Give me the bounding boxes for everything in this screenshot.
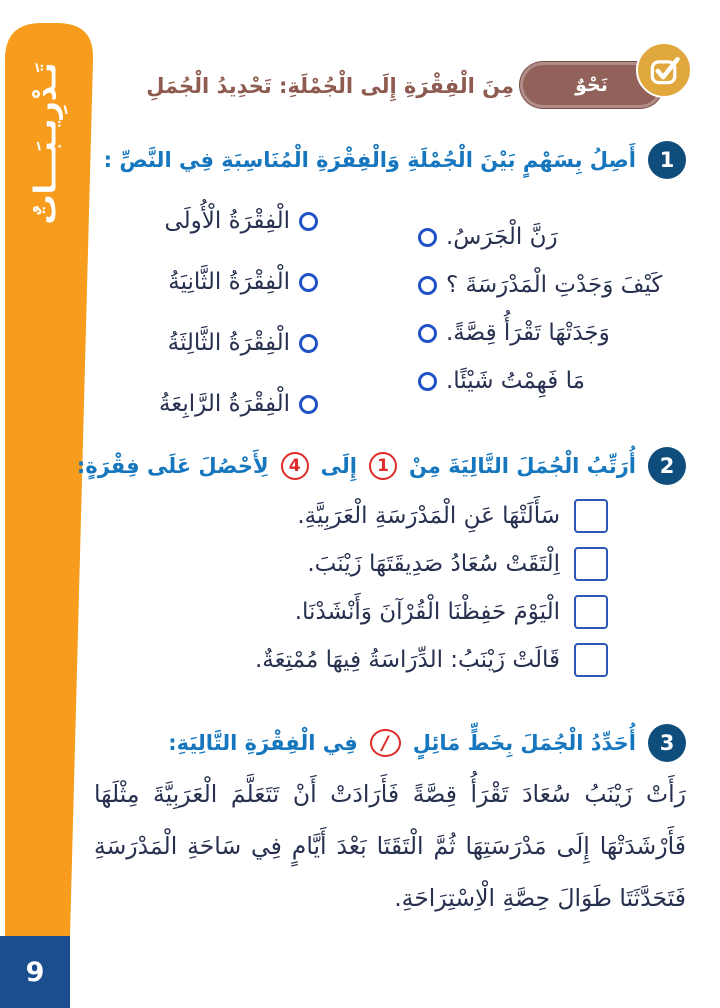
match-connector-circle[interactable] [299, 395, 318, 414]
page-title: مِنَ الْفِقْرَةِ إِلَى الْجُمْلَةِ: تَحْدِيدُ الْجُمَلِ [146, 74, 514, 98]
exercise3-prompt-part2: فِي الْفِقْرَةِ التَّالِيَةِ: [168, 731, 358, 755]
order-number-checkbox[interactable] [574, 595, 608, 629]
match-connector-circle[interactable] [418, 276, 437, 295]
circled-number-4: 4 [281, 452, 309, 480]
exercise2-number-badge: 2 [648, 447, 686, 485]
match-connector-circle[interactable] [418, 372, 437, 391]
page-number-badge [0, 936, 70, 1008]
exercise3-number-badge: 3 [648, 724, 686, 762]
checkmark-icon [636, 42, 692, 98]
order-number-checkbox[interactable] [574, 499, 608, 533]
list-item: الْفِقْرَةُ الْأُولَى [140, 200, 318, 242]
matching-sentence-column [418, 220, 678, 398]
list-item: الْفِقْرَةُ الثَّانِيَةُ [140, 261, 318, 303]
subject-badge-label: نَحْوٌ [575, 74, 608, 96]
ordering-sentence-list [255, 498, 608, 678]
list-item: مَا فَهِمْتُ شَيْئًا. [418, 364, 678, 398]
order-number-checkbox[interactable] [574, 643, 608, 677]
list-item: الْفِقْرَةُ الرَّابِعَةُ [140, 383, 318, 425]
match-connector-circle[interactable] [418, 228, 437, 247]
order-number-checkbox[interactable] [574, 547, 608, 581]
exercise2-prompt-part1: أُرَتِّبُ الْجُمَلَ التَّالِيَةَ مِنْ [408, 454, 636, 478]
list-item: رَنَّ الْجَرَسُ. [418, 220, 678, 254]
circled-number-1: 1 [369, 452, 397, 480]
list-item: قَالَتْ زَيْنَبُ: الدِّرَاسَةُ فِيهَا مُمْتِعَةٌ. [255, 642, 608, 678]
list-item: الْيَوْمَ حَفِظْنَا الْقُرْآنَ وَأَنْشَدْنَا. [255, 594, 608, 630]
exercise1-number-badge: 1 [648, 141, 686, 179]
exercise3-prompt-part1: أُحَدِّدُ الْجُمَلَ بِخَطٍّ مَائِلٍ [412, 731, 636, 755]
match-connector-circle[interactable] [299, 334, 318, 353]
checkmark-glyph [646, 52, 682, 88]
reading-paragraph[interactable]: رَأَتْ زَيْنَبُ سُعَادَ تَقْرَأُ قِصَّةً فَأَرَادَتْ أَنْ تَتَعَلَّمَ الْعَرَبِيَّةَ مِثْلَهَا فَأَرْشَدَتْهَا إِلَى مَدْرَسَتِهَا ثُمَّ الْتَقَتَا بَعْدَ أَيَّامٍ فِي سَاحَةِ الْمَدْرَسَةِ فَتَحَدَّثَتَا طَوَالَ حِصَّةِ الْاِسْتِرَاحَةِ. [94, 780, 686, 912]
match-connector-circle[interactable] [299, 212, 318, 231]
sidebar-vertical-label: تَـدْرِيـبَـــاتٌ [28, 61, 64, 225]
match-connector-circle[interactable] [299, 273, 318, 292]
list-item: سَأَلَتْهَا عَنِ الْمَدْرَسَةِ الْعَرَبِيَّةِ. [255, 498, 608, 534]
exercise3-header [168, 724, 686, 762]
exercise1-header [104, 141, 686, 179]
list-item: كَيْفَ وَجَدْتِ الْمَدْرَسَةَ ؟ [418, 268, 678, 302]
exercise2-prompt-part3: لِأَحْصُلَ عَلَى فِقْرَةٍ: [76, 454, 269, 478]
match-connector-circle[interactable] [418, 324, 437, 343]
exercise2-prompt-part2: إِلَى [320, 454, 357, 478]
circled-slash-symbol: / [370, 729, 401, 757]
exercise2-header [77, 447, 686, 485]
list-item: اِلْتَقَتْ سُعَادُ صَدِيقَتَهَا زَيْنَبَ. [255, 546, 608, 582]
list-item: وَجَدَتْهَا تَقْرَأُ قِصَّةً. [418, 316, 678, 350]
exercise1-prompt: أَصِلُ بِسَهْمٍ بَيْنَ الْجُمْلَةِ وَالْفِقْرَةِ الْمُنَاسِبَةِ فِي النَّصِّ : [103, 148, 636, 172]
matching-paragraph-column [140, 200, 318, 425]
list-item: الْفِقْرَةُ الثَّالِثَةُ [140, 322, 318, 364]
page-number: 9 [25, 956, 45, 988]
